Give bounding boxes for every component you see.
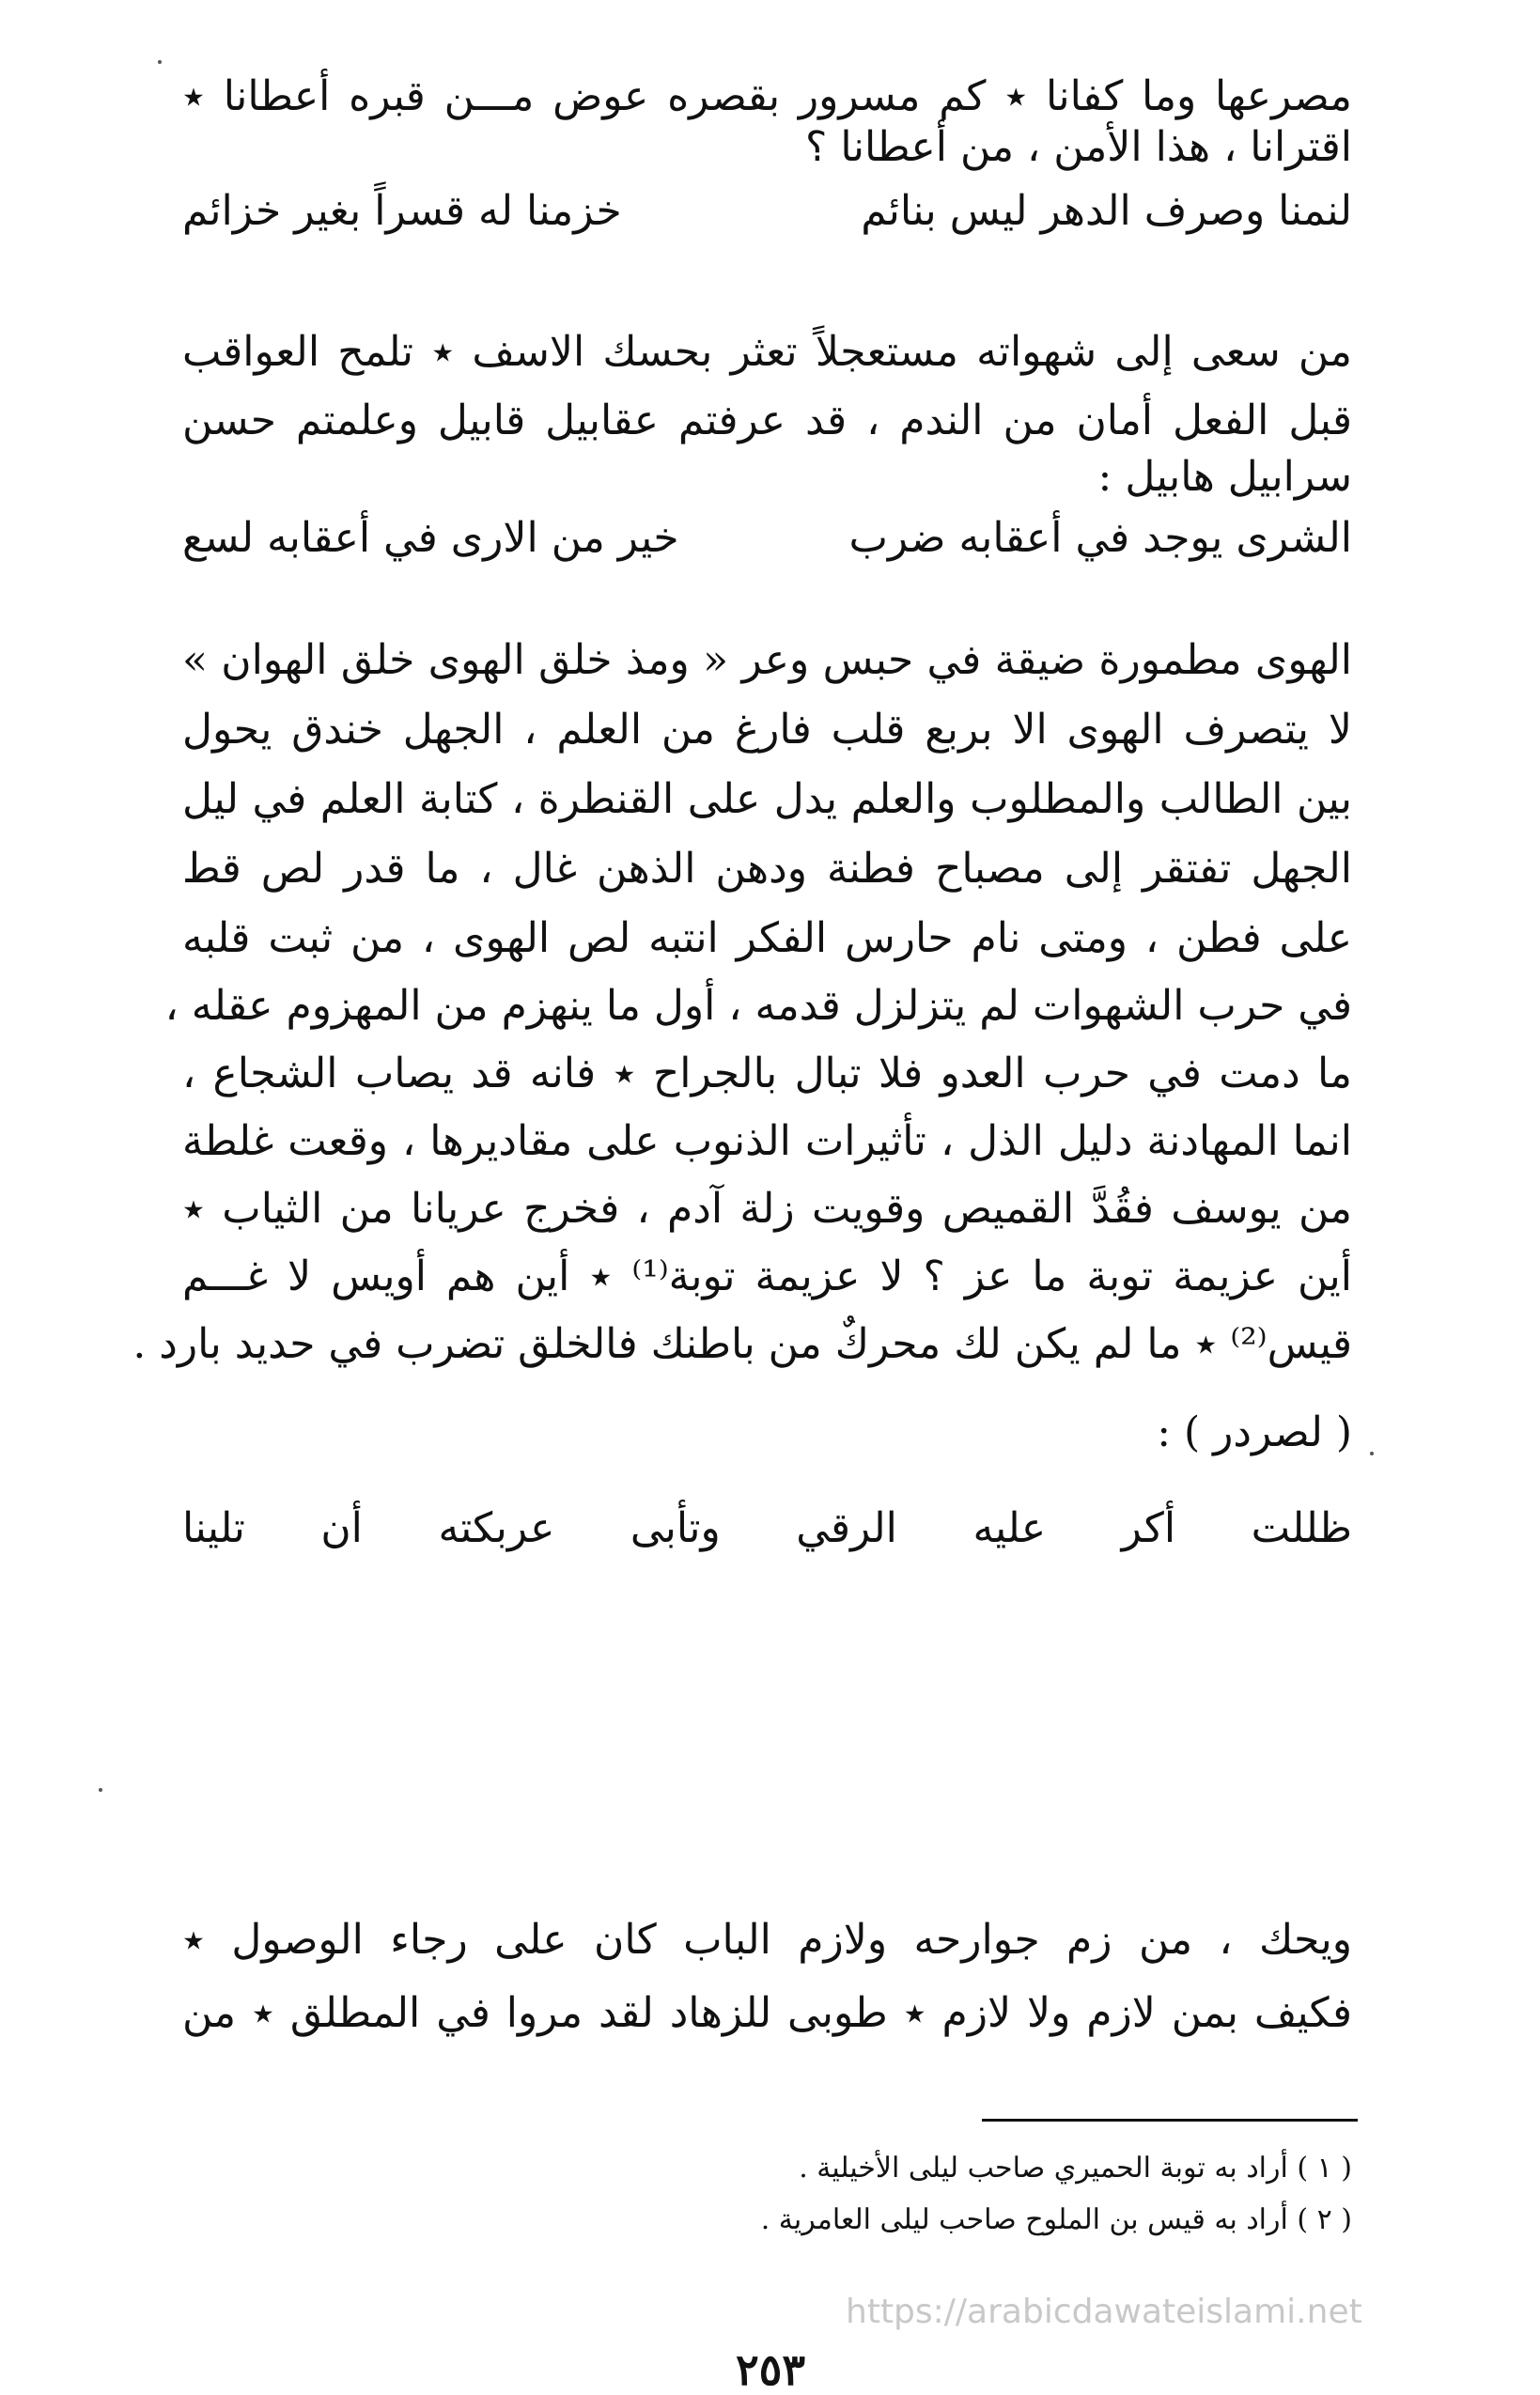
verse-hemistich-first: لنمنا وصرف الدهر ليس بنائم <box>861 187 1352 235</box>
text-line: على فطن ، ومتى نام حارس الفكر انتبه لص الهوى ، من ثبت قلبه <box>182 914 1353 962</box>
verse-word: تلينا <box>182 1504 245 1552</box>
verse-word: أكر <box>1121 1504 1176 1552</box>
text-line: مصرعها وما كفانا ٭ كم مسرور بقصره عوض مـــن قبره أعطانا ٭ <box>182 72 1352 120</box>
verse-couplet <box>182 179 1352 244</box>
verse-word: عربكته <box>438 1504 555 1552</box>
footnote-divider <box>982 2119 1358 2122</box>
text-line: من يوسف فقُدَّ القميص وقويت زلة آدم ، فخرج عريانا من الثياب ٭ <box>182 1185 1352 1233</box>
scan-speck <box>99 1788 102 1792</box>
text-line: في حرب الشهوات لم يتزلزل قدمه ، أول ما ينهزم من المهزوم عقله ، <box>164 982 1352 1030</box>
text-line: اقترانا ، هذا الأمن ، من أعطانا ؟ <box>805 123 1352 171</box>
verse-word: ظللت <box>1251 1504 1352 1552</box>
verse-couplet <box>182 1496 1352 1562</box>
verse-word: وتأبى <box>630 1504 721 1552</box>
text-line: انما المهادنة دليل الذل ، تأثيرات الذنوب على مقاديرها ، وقعت غلطة <box>182 1117 1352 1165</box>
verse-hemistich-first: الشرى يوجد في أعقابه ضرب <box>848 514 1352 562</box>
verse-couplet <box>182 505 1352 571</box>
text-line: من سعى إلى شهواته مستعجلاً تعثر بحسك الاسف ٭ تلمح العواقب <box>182 328 1352 376</box>
scan-speck <box>1370 1452 1374 1455</box>
text-line: لا يتصرف الهوى الا بربع قلب فارغ من العلم ، الجهل خندق يحول <box>182 706 1352 754</box>
attribution-line: ( لصردر ) : <box>1157 1408 1352 1456</box>
footnote: ( ٢ ) أراد به قيس بن الملوح صاحب ليلى العامرية . <box>760 2203 1352 2236</box>
text-line: أين عزيمة توبة ما عز ؟ لا عزيمة توبة⁽¹⁾ ٭ أين هم أويس لا غـــم <box>182 1252 1352 1300</box>
text-line: قيس⁽²⁾ ٭ ما لم يكن لك محركٌ من باطنك فالخلق تضرب في حديد بارد . <box>132 1320 1352 1368</box>
verse-word: عليه <box>972 1504 1047 1552</box>
verse-word: أن <box>320 1504 363 1552</box>
text-line: الهوى مطمورة ضيقة في حبس وعر « ومذ خلق الهوى خلق الهوان » <box>182 636 1352 684</box>
verse-hemistich-second: خير من الارى في أعقابه لسع <box>182 514 679 562</box>
text-line: قبل الفعل أمان من الندم ، قد عرفتم عقابيل قابيل وعلمتم حسن <box>182 397 1352 444</box>
page-number: ٢٥٣ <box>735 2344 806 2395</box>
text-line: فكيف بمن لازم ولا لازم ٭ طوبى للزهاد لقد مروا في المطلق ٭ من <box>182 1989 1352 2037</box>
text-line: سرابيل هابيل : <box>1097 453 1352 501</box>
text-line: بين الطالب والمطلوب والعلم يدل على القنطرة ، كتابة العلم في ليل <box>182 775 1352 823</box>
verse-word: الرقي <box>796 1504 897 1552</box>
watermark-url: https://arabicdawateislami.net <box>846 2293 1362 2331</box>
footnote: ( ١ ) أراد به توبة الحميري صاحب ليلى الأخيلية . <box>799 2152 1352 2185</box>
verse-hemistich-second: خزمنا له قسراً بغير خزائم <box>182 187 622 235</box>
scan-speck <box>158 60 162 64</box>
text-line: ويحك ، من زم جوارحه ولازم الباب كان على رجاء الوصول ٭ <box>182 1916 1352 1964</box>
text-line: ما دمت في حرب العدو فلا تبال بالجراح ٭ فانه قد يصاب الشجاع ، <box>182 1050 1352 1097</box>
text-line: الجهل تفتقر إلى مصباح فطنة ودهن الذهن غال ، ما قدر لص قط <box>182 845 1352 893</box>
